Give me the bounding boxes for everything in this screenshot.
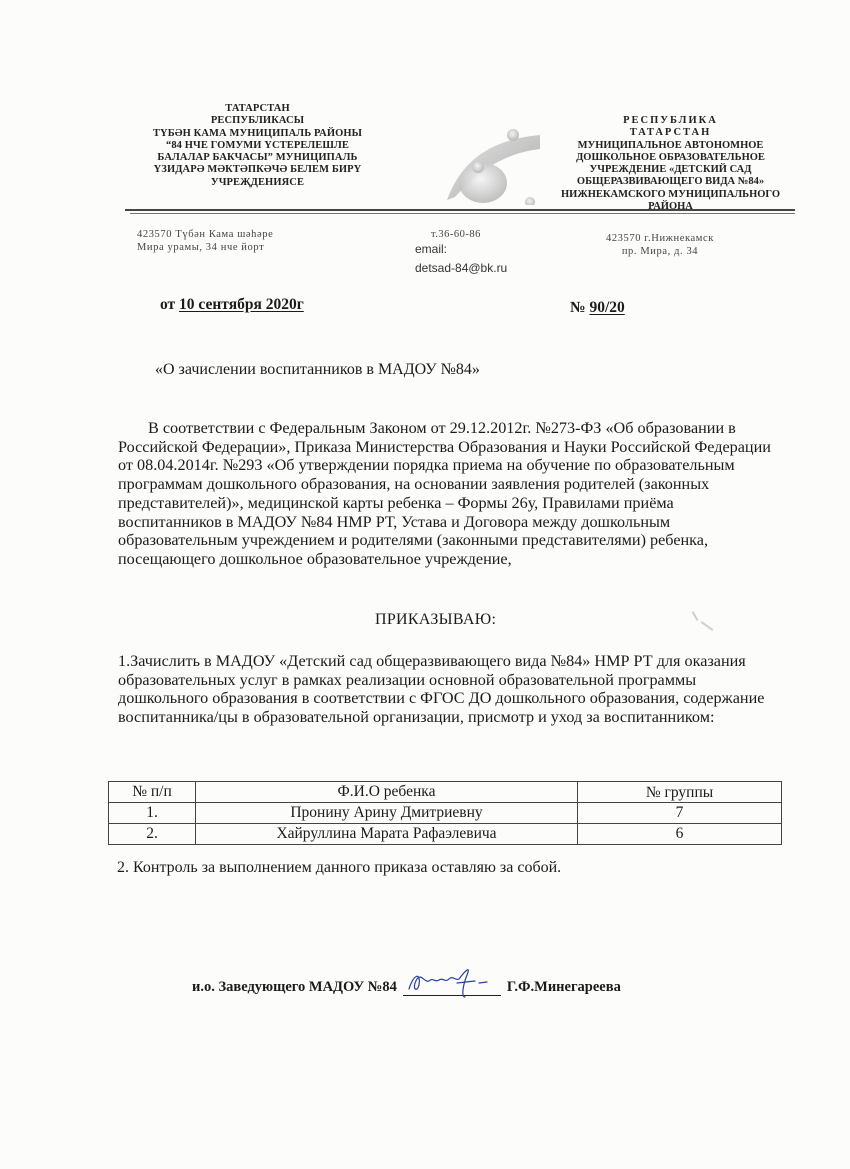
- cell-group: 7: [578, 803, 782, 824]
- table-header-row: [109, 782, 782, 803]
- address-russian: [585, 232, 735, 258]
- column-header-index: № п/п: [109, 782, 196, 803]
- phone-number: т.36-60-86: [431, 229, 481, 240]
- children-table: [108, 781, 782, 845]
- cell-index: 1.: [109, 803, 196, 824]
- header-tatar-block: [105, 103, 410, 189]
- order-subject: «О зачислении воспитанников в МАДОУ №84»: [155, 361, 480, 378]
- header-left-line: БАЛАЛАР БАКЧАСЫ” МУНИЦИПАЛЬ: [157, 152, 358, 164]
- handwritten-signature-icon: [405, 965, 500, 999]
- number-value: 90/20: [589, 299, 625, 316]
- email-address[interactable]: detsad-84@bk.ru: [415, 261, 508, 275]
- header-russian-block: [548, 115, 793, 213]
- preamble-paragraph: В соответствии с Федеральным Законом от 29.12.2012г. №273-ФЗ «Об образовании в Российской Федерации», Приказа Министерства Образования и Науки Российской Федерации от 08.04.2014г. №293 «Об утверждении порядка приема на обучение по образовательным программам дошкольного образования, на основании заявления родителей (законных представителей)», медицинской карты ребенка – Формы 26у, Правилами приёма воспитанников в МАДОУ №84 НМР РТ, Устава и Договора между дошкольным образовательным учреждением и родителями (законными представителями) ребенка, посещающего дошкольное образовательное учреждение,: [118, 419, 771, 568]
- table-row: [109, 803, 782, 824]
- email-label: email:: [415, 242, 448, 256]
- table-row: [109, 824, 782, 845]
- number-prefix: №: [570, 299, 586, 316]
- signatory-position: и.о. Заведующего МАДОУ №84: [192, 979, 397, 995]
- header-left-line: ТҮБӘН КАМА МУНИЦИПАЛЬ РАЙОНЫ: [152, 127, 363, 139]
- header-left-line: УЧРЕҖДЕНИЯСЕ: [210, 176, 305, 188]
- header-right-line: РЕСПУБЛИКА: [623, 115, 718, 126]
- signatory-name: Г.Ф.Минегареева: [506, 979, 621, 995]
- header-left-line: “84 НЧЕ ГОМУМИ ҮСТЕРЕЛЕШЛЕ: [165, 139, 350, 151]
- cell-index: 2.: [109, 824, 196, 845]
- contact-block: [415, 229, 507, 278]
- scan-artifact: [701, 621, 714, 631]
- address-line: 423570 Түбән Кама шәһәре: [137, 229, 274, 240]
- header-right-line: ОБЩЕРАЗВИВАЮЩЕГО ВИДА №84»: [576, 176, 765, 188]
- address-line: Мира урамы, 34 нче йорт: [137, 242, 265, 253]
- cell-name: Пронину Арину Дмитриевну: [196, 803, 578, 824]
- date-prefix: от: [160, 296, 176, 313]
- signature-line: [403, 979, 501, 996]
- scan-artifact: [692, 611, 699, 621]
- order-date: [160, 296, 304, 314]
- address-line: 423570 г.Нижнекамск: [605, 233, 715, 244]
- cell-name: Хайруллина Марата Рафаэлевича: [196, 824, 578, 845]
- header-divider: [125, 209, 795, 211]
- order-item-1: 1.Зачислить в МАДОУ «Детский сад общеразвивающего вида №84» НМР РТ для оказания образовательных услуг в рамках реализации основной образовательной программы дошкольного образования в соответствии с ФГОС ДО дошкольного образования, содержание воспитанника/цы в образовательной организации, присмотр и уход за воспитанником:: [118, 652, 765, 727]
- column-header-name: Ф.И.О ребенка: [196, 782, 578, 803]
- header-right-line: УЧРЕЖДЕНИЕ «ДЕТСКИЙ САД: [589, 164, 752, 176]
- header-right-line: ДОШКОЛЬНОЕ ОБРАЗОВАТЕЛЬНОЕ: [576, 151, 765, 163]
- address-tatar: [137, 228, 273, 254]
- header-left-line: РЕСПУБЛИКАСЫ: [210, 115, 305, 127]
- header-left-line: ҮЗИДАРӘ МӘКТӘПКӘЧӘ БЕЛЕМ БИРҮ: [153, 164, 362, 176]
- header-right-line: НИЖНЕКАМСКОГО МУНИЦИПАЛЬНОГО: [560, 188, 781, 200]
- header-right-line: ТАТАРСТАН: [629, 127, 712, 139]
- column-header-group: № группы: [578, 782, 782, 803]
- order-heading: ПРИКАЗЫВАЮ:: [375, 611, 497, 628]
- signature-block: [192, 979, 621, 996]
- order-item-2: 2. Контроль за выполнением данного приказа оставляю за собой.: [117, 859, 562, 876]
- header-right-line: МУНИЦИПАЛЬНОЕ АВТОНОМНОЕ: [577, 139, 764, 151]
- cell-group: 6: [578, 824, 782, 845]
- header-right-line: РАЙОНА: [648, 201, 693, 213]
- order-number: [570, 299, 625, 317]
- kindergarten-logo-icon: [425, 105, 540, 205]
- date-value: 10 сентября 2020г: [179, 296, 304, 313]
- header-divider-thin: [130, 213, 795, 214]
- address-line: пр. Мира, д. 34: [621, 246, 699, 257]
- header-left-line: ТАТАРСТАН: [225, 103, 290, 114]
